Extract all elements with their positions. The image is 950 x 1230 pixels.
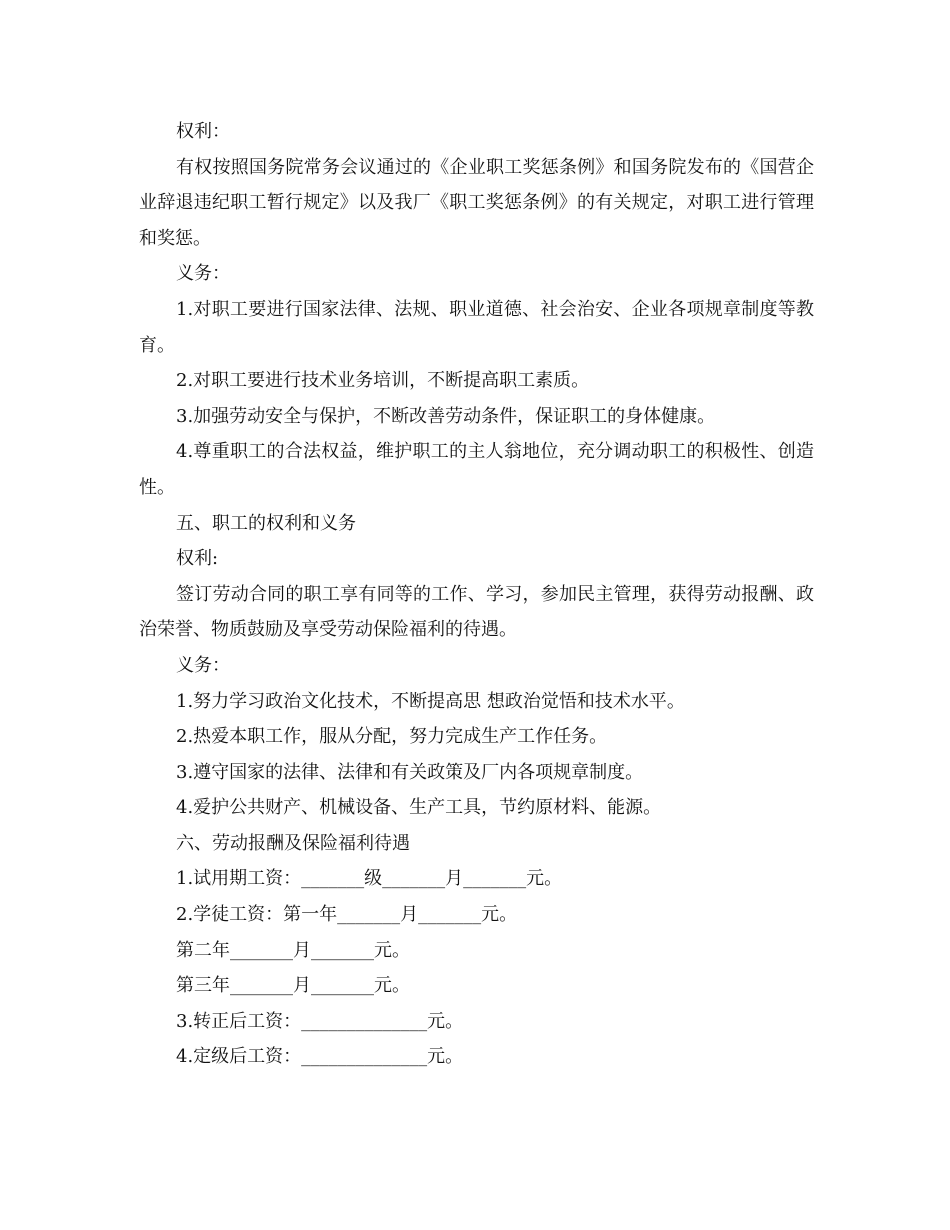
paragraph-employee-duties-heading: 义务： [176, 654, 230, 676]
paragraph-rights-text: 有权按照国务院常务会议通过的《企业职工奖惩条例》和国务院发布的《国营企业辞退违纪职工暂行规定》以及我厂《职工奖惩条例》的有关规定，对职工进行管理和奖惩。 [139, 156, 814, 249]
paragraph-graded-wage: 4.定级后工资：______________元。 [176, 1046, 464, 1068]
paragraph-employee-duty-4: 4.爱护公共财产、机械设备、生产工具，节约原材料、能源。 [176, 797, 662, 819]
paragraph-probation-wage: 1.试用期工资：_______级_______月_______元。 [176, 868, 563, 890]
paragraph-duty-2: 2.对职工要进行技术业务培训，不断提高职工素质。 [176, 370, 590, 392]
paragraph-rights-heading: 权利： [176, 121, 230, 142]
section-heading-six: 六、劳动报酬及保险福利待遇 [176, 832, 410, 854]
paragraph-duty-1: 1.对职工要进行国家法律、法规、职业道德、社会治安、企业各项规章制度等教育。 [139, 298, 814, 356]
paragraph-duties-heading: 义务： [176, 263, 230, 285]
paragraph-regular-wage: 3.转正后工资：______________元。 [176, 1010, 464, 1032]
paragraph-duty-4: 4.尊重职工的合法权益，维护职工的主人翁地位，充分调动职工的积极性、创造性。 [139, 441, 814, 498]
paragraph-employee-duty-3: 3.遵守国家的法律、法律和有关政策及厂内各项规章制度。 [176, 761, 644, 783]
paragraph-apprentice-wage-year-2: 第二年_______月_______元。 [176, 939, 410, 961]
paragraph-employee-duty-1: 1.努力学习政治文化技术，不断提高思 想政治觉悟和技术水平。 [176, 690, 685, 712]
paragraph-duty-3: 3.加强劳动安全与保护，不断改善劳动条件，保证职工的身体健康。 [176, 405, 716, 427]
paragraph-employee-rights-text: 签订劳动合同的职工享有同等的工作、学习，参加民主管理，获得劳动报酬、政治荣誉、物质鼓励及享受劳动保险福利的待遇。 [139, 583, 814, 641]
section-heading-five: 五、职工的权利和义务 [176, 512, 356, 534]
paragraph-employee-duty-2: 2.热爱本职工作，服从分配，努力完成生产工作任务。 [176, 726, 608, 748]
paragraph-apprentice-wage-year-1: 2.学徒工资：第一年_______月_______元。 [176, 904, 518, 926]
paragraph-employee-rights-heading: 权利: [176, 548, 219, 570]
paragraph-apprentice-wage-year-3: 第三年_______月_______元。 [176, 975, 410, 997]
document-body [139, 114, 814, 1075]
